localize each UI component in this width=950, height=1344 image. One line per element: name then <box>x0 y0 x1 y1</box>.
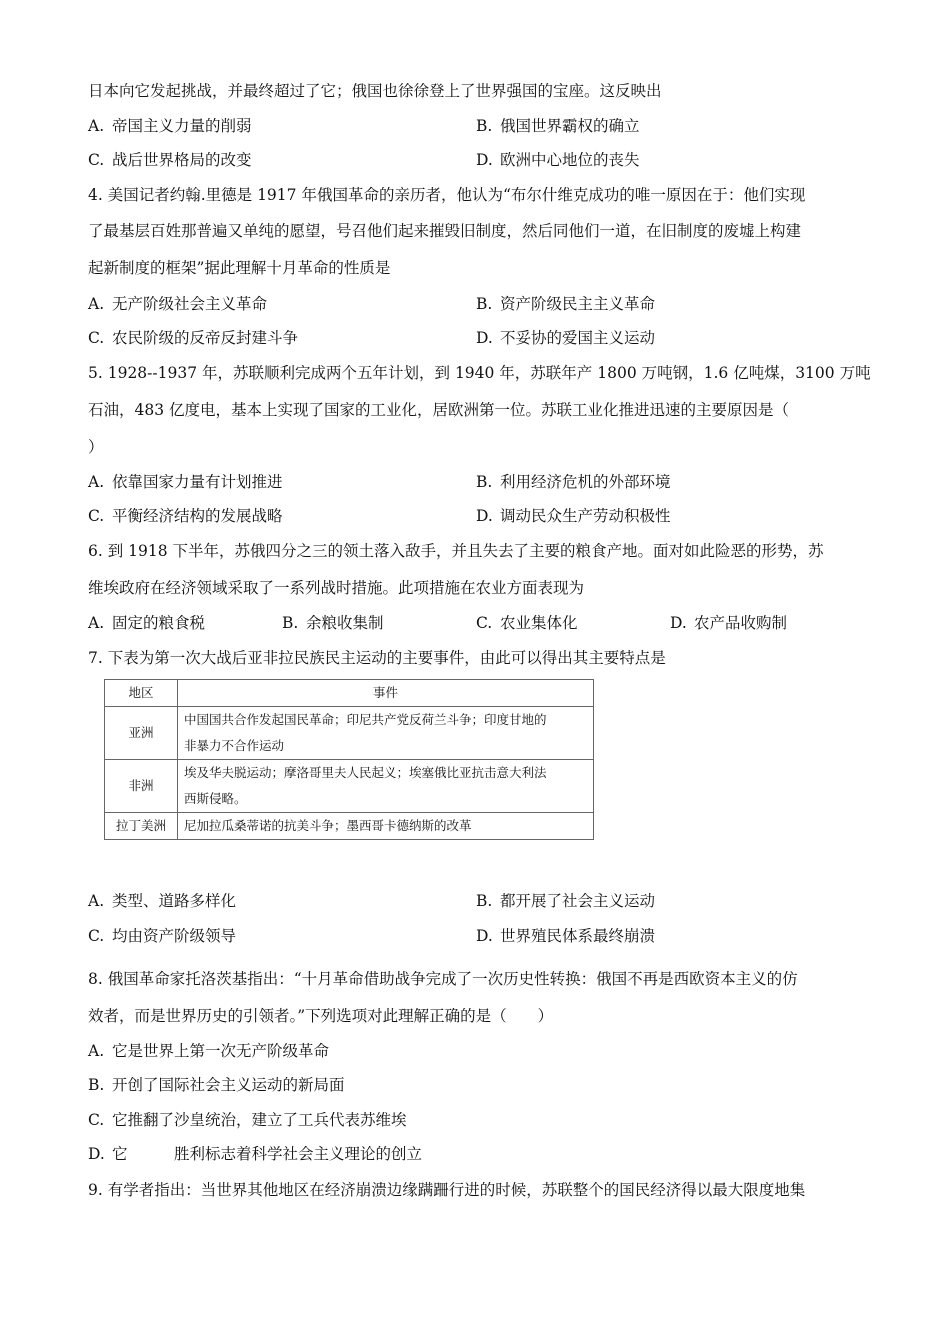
q4-option-d[interactable]: D. 不妥协的爱国主义运动 <box>476 329 656 347</box>
q4-stem-line-3: 起新制度的框架”据此理解十月革命的性质是 <box>88 259 391 277</box>
q4-option-a[interactable]: A. 无产阶级社会主义革命 <box>88 295 268 313</box>
q5-stem-line-3: ） <box>88 438 104 456</box>
events-line: 中国国共合作发起国民革命；印尼共产党反荷兰斗争；印度甘地的 <box>184 712 547 727</box>
q4-option-c[interactable]: C. 农民阶级的反帝反封建斗争 <box>88 329 299 347</box>
q6-option-a[interactable]: A. 固定的粮食税 <box>88 614 206 632</box>
events-cell <box>178 707 594 760</box>
events-line: 非暴力不合作运动 <box>184 738 285 753</box>
q5-option-c[interactable]: C. 平衡经济结构的发展战略 <box>88 507 283 525</box>
table-header-row <box>105 680 594 707</box>
q3-option-a[interactable]: A. 帝国主义力量的削弱 <box>88 117 252 135</box>
region-cell: 亚洲 <box>105 707 178 760</box>
q3-option-d[interactable]: D. 欧洲中心地位的丧失 <box>476 151 640 169</box>
region-cell: 拉丁美洲 <box>105 813 178 840</box>
q4-stem-line-2: 了最基层百姓那普遍又单纯的愿望，号召他们起来摧毁旧制度，然后同他们一道，在旧制度的废墟上构建 <box>88 222 802 240</box>
q5-option-a[interactable]: A. 依靠国家力量有计划推进 <box>88 473 283 491</box>
q7-option-d[interactable]: D. 世界殖民体系最终崩溃 <box>476 927 656 945</box>
q5-stem-line-1: 5. 1928--1937 年，苏联顺利完成两个五年计划，到 1940 年，苏联年产 1800 万吨钢，1.6 亿吨煤，3100 万吨 <box>88 364 871 382</box>
q8-option-a[interactable]: A. 它是世界上第一次无产阶级革命 <box>88 1042 330 1060</box>
header-events: 事件 <box>178 680 594 707</box>
q7-stem: 7. 下表为第一次大战后亚非拉民族民主运动的主要事件，由此可以得出其主要特点是 <box>88 649 666 667</box>
q5-stem-line-2: 石油，483 亿度电，基本上实现了国家的工业化，居欧洲第一位。苏联工业化推进迅速的主要原因是（ <box>88 401 790 419</box>
q8-option-b[interactable]: B. 开创了国际社会主义运动的新局面 <box>88 1076 345 1094</box>
q4-option-b[interactable]: B. 资产阶级民主主义革命 <box>476 295 656 313</box>
header-region: 地区 <box>105 680 178 707</box>
q6-stem-line-2: 维埃政府在经济领域采取了一系列战时措施。此项措施在农业方面表现为 <box>88 579 585 597</box>
q3-stem: 日本向它发起挑战，并最终超过了它；俄国也徐徐登上了世界强国的宝座。这反映出 <box>88 82 662 100</box>
q9-stem-line-1: 9. 有学者指出：当世界其他地区在经济崩溃边缘蹒跚行进的时候，苏联整个的国民经济得以最大限度地集 <box>88 1181 806 1199</box>
table-row <box>105 707 594 760</box>
q8-stem-line-2: 效者，而是世界历史的引领者。”下列选项对此理解正确的是（ ） <box>88 1007 554 1025</box>
table-row <box>105 760 594 813</box>
q7-option-c[interactable]: C. 均由资产阶级领导 <box>88 927 237 945</box>
events-line: 西斯侵略。 <box>184 791 247 806</box>
q3-option-c[interactable]: C. 战后世界格局的改变 <box>88 151 252 169</box>
table-row <box>105 813 594 840</box>
q7-option-a[interactable]: A. 类型、道路多样化 <box>88 892 237 910</box>
events-cell <box>178 760 594 813</box>
q8-option-d[interactable]: D. 它 胜利标志着科学社会主义理论的创立 <box>88 1145 423 1163</box>
q7-option-b[interactable]: B. 都开展了社会主义运动 <box>476 892 656 910</box>
q6-option-c[interactable]: C. 农业集体化 <box>476 614 578 632</box>
q6-stem-line-1: 6. 到 1918 下半年，苏俄四分之三的领土落入敌手，并且失去了主要的粮食产地。面对如此险恶的形势，苏 <box>88 542 824 560</box>
region-cell: 非洲 <box>105 760 178 813</box>
q5-option-b[interactable]: B. 利用经济危机的外部环境 <box>476 473 671 491</box>
q6-option-b[interactable]: B. 余粮收集制 <box>282 614 384 632</box>
q8-option-c[interactable]: C. 它推翻了沙皇统治，建立了工兵代表苏维埃 <box>88 1111 407 1129</box>
events-line: 尼加拉瓜桑蒂诺的抗美斗争；墨西哥卡德纳斯的改革 <box>184 818 472 833</box>
q3-option-b[interactable]: B. 俄国世界霸权的确立 <box>476 117 640 135</box>
q5-option-d[interactable]: D. 调动民众生产劳动积极性 <box>476 507 671 525</box>
events-cell <box>178 813 594 840</box>
q8-stem-line-1: 8. 俄国革命家托洛茨基指出：“十月革命借助战争完成了一次历史性转换：俄国不再是西欧资本主义的仿 <box>88 970 798 988</box>
events-table <box>104 679 594 840</box>
events-line: 埃及华夫脱运动；摩洛哥里夫人民起义；埃塞俄比亚抗击意大利法 <box>184 765 547 780</box>
q6-option-d[interactable]: D. 农产品收购制 <box>670 614 788 632</box>
q4-stem-line-1: 4. 美国记者约翰.里德是 1917 年俄国革命的亲历者，他认为“布尔什维克成功的唯一原因在于：他们实现 <box>88 186 806 204</box>
